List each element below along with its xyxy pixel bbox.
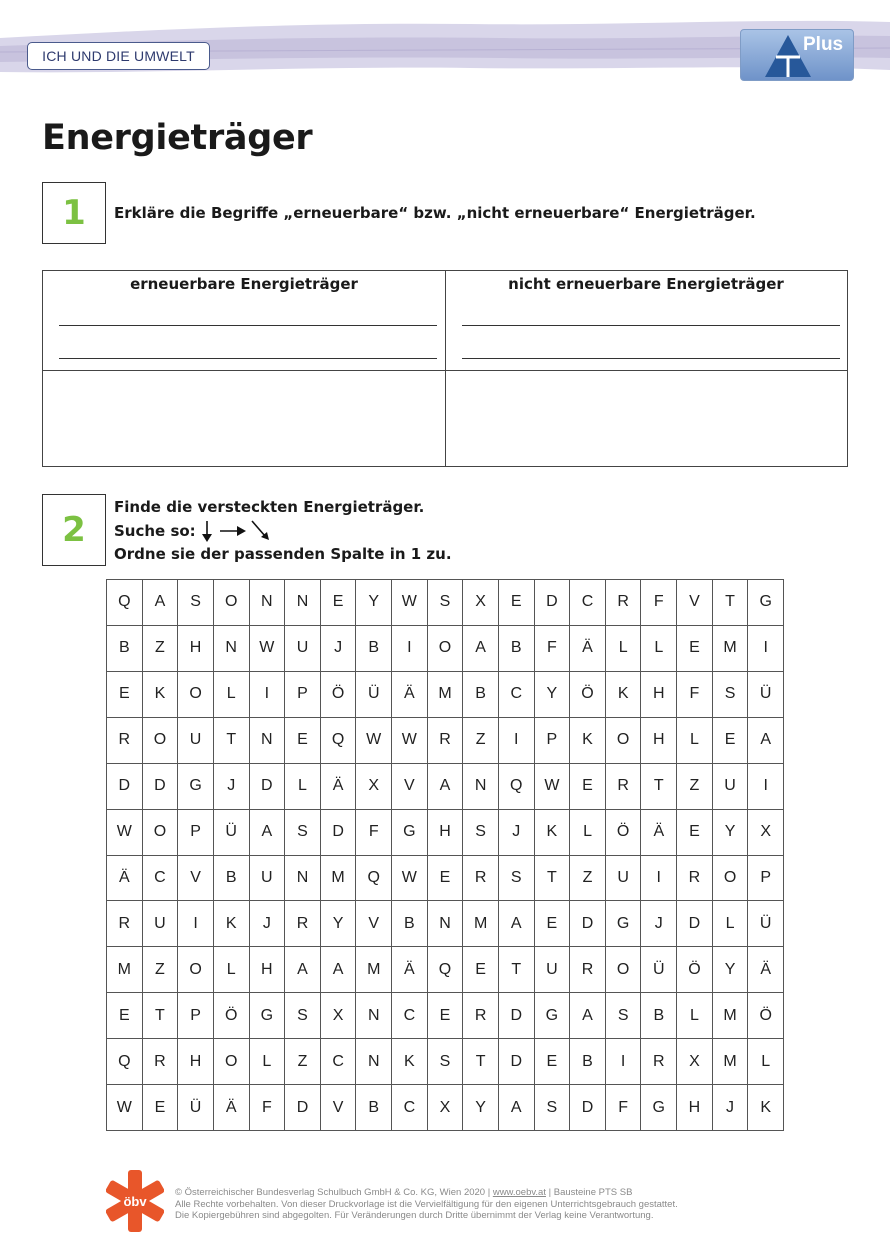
grid-cell[interactable]: K — [214, 901, 250, 947]
grid-cell[interactable]: M — [463, 901, 499, 947]
grid-cell[interactable]: W — [392, 856, 428, 902]
grid-cell[interactable]: Q — [356, 856, 392, 902]
grid-cell[interactable]: M — [356, 947, 392, 993]
grid-cell[interactable]: A — [428, 764, 464, 810]
grid-cell[interactable]: C — [321, 1039, 357, 1085]
grid-cell[interactable]: E — [321, 580, 357, 626]
grid-cell[interactable]: O — [428, 626, 464, 672]
grid-cell[interactable]: O — [143, 718, 179, 764]
publisher-link[interactable]: www.oebv.at — [492, 1187, 546, 1198]
grid-cell[interactable]: Ä — [392, 947, 428, 993]
grid-cell[interactable]: D — [570, 901, 606, 947]
grid-cell[interactable]: L — [214, 947, 250, 993]
grid-cell[interactable]: F — [250, 1085, 286, 1131]
grid-cell[interactable]: E — [713, 718, 749, 764]
task1-instruction: Erkläre die Begriffe „erneuerbare“ bzw. „nicht erneuerbare“ Energieträger. — [114, 204, 756, 222]
task2-line-3: Ordne sie der passenden Spalte in 1 zu. — [114, 545, 452, 563]
grid-cell[interactable]: R — [463, 993, 499, 1039]
grid-cell[interactable]: P — [178, 810, 214, 856]
column-header-non-renewable: nicht erneuerbare Energieträger — [508, 275, 784, 293]
grid-cell[interactable]: S — [285, 993, 321, 1039]
grid-cell[interactable]: P — [285, 672, 321, 718]
grid-cell[interactable]: D — [250, 764, 286, 810]
grid-cell[interactable]: N — [428, 901, 464, 947]
grid-cell[interactable]: S — [428, 580, 464, 626]
grid-cell[interactable]: S — [428, 1039, 464, 1085]
grid-cell[interactable]: L — [250, 1039, 286, 1085]
grid-cell[interactable]: K — [570, 718, 606, 764]
grid-cell[interactable]: S — [499, 856, 535, 902]
grid-cell[interactable]: E — [285, 718, 321, 764]
grid-cell[interactable]: L — [570, 810, 606, 856]
grid-cell[interactable]: H — [677, 1085, 713, 1131]
grid-cell[interactable]: F — [606, 1085, 642, 1131]
grid-cell[interactable]: H — [178, 1039, 214, 1085]
grid-cell[interactable]: N — [250, 580, 286, 626]
grid-cell[interactable]: V — [356, 901, 392, 947]
grid-cell[interactable]: X — [356, 764, 392, 810]
grid-cell[interactable]: E — [535, 1039, 571, 1085]
grid-cell[interactable]: Ö — [677, 947, 713, 993]
grid-cell[interactable]: Ü — [178, 1085, 214, 1131]
grid-cell[interactable]: M — [428, 672, 464, 718]
grid-cell[interactable]: E — [463, 947, 499, 993]
grid-cell[interactable]: W — [535, 764, 571, 810]
grid-cell[interactable]: L — [677, 993, 713, 1039]
grid-cell[interactable]: U — [250, 856, 286, 902]
grid-cell[interactable]: I — [748, 764, 784, 810]
grid-cell[interactable]: V — [178, 856, 214, 902]
grid-cell[interactable]: Q — [107, 1039, 143, 1085]
grid-cell[interactable]: B — [463, 672, 499, 718]
grid-cell[interactable]: N — [250, 718, 286, 764]
grid-cell[interactable]: U — [143, 901, 179, 947]
grid-cell[interactable]: Ü — [748, 672, 784, 718]
grid-cell[interactable]: D — [321, 810, 357, 856]
grid-cell[interactable]: M — [107, 947, 143, 993]
grid-cell[interactable]: B — [392, 901, 428, 947]
grid-cell[interactable]: F — [641, 580, 677, 626]
grid-cell[interactable]: G — [641, 1085, 677, 1131]
grid-cell[interactable]: U — [178, 718, 214, 764]
grid-cell[interactable]: Ö — [214, 993, 250, 1039]
grid-cell[interactable]: I — [250, 672, 286, 718]
plus-badge — [740, 29, 854, 81]
grid-cell[interactable]: G — [178, 764, 214, 810]
grid-cell[interactable]: B — [641, 993, 677, 1039]
grid-cell[interactable]: L — [677, 718, 713, 764]
grid-cell[interactable]: H — [641, 718, 677, 764]
grid-cell[interactable]: R — [107, 718, 143, 764]
copyright-text: © Österreichischer Bundesverlag Schulbuch GmbH & Co. KG, Wien 2020 | — [175, 1187, 493, 1198]
grid-cell[interactable]: W — [107, 810, 143, 856]
grid-cell[interactable]: T — [463, 1039, 499, 1085]
grid-cell[interactable]: L — [285, 764, 321, 810]
grid-cell[interactable]: H — [428, 810, 464, 856]
grid-cell[interactable]: L — [606, 626, 642, 672]
grid-cell[interactable]: Q — [321, 718, 357, 764]
task2-line-1: Finde die versteckten Energieträger. — [114, 498, 425, 516]
grid-cell[interactable]: C — [570, 580, 606, 626]
grid-cell[interactable]: G — [606, 901, 642, 947]
grid-cell[interactable]: R — [107, 901, 143, 947]
grid-cell[interactable]: R — [570, 947, 606, 993]
grid-cell[interactable]: I — [499, 718, 535, 764]
grid-cell[interactable]: B — [356, 1085, 392, 1131]
grid-cell[interactable]: O — [713, 856, 749, 902]
grid-cell[interactable]: E — [677, 626, 713, 672]
word-search-grid — [106, 579, 784, 1131]
grid-cell[interactable]: K — [535, 810, 571, 856]
grid-cell[interactable]: Ä — [214, 1085, 250, 1131]
grid-cell[interactable]: G — [392, 810, 428, 856]
grid-cell[interactable]: V — [321, 1085, 357, 1131]
grid-cell[interactable]: D — [499, 993, 535, 1039]
grid-cell[interactable]: M — [713, 1039, 749, 1085]
column-header-renewable: erneuerbare Energieträger — [130, 275, 358, 293]
grid-cell[interactable]: Ä — [321, 764, 357, 810]
task-number-1: 1 — [42, 182, 106, 244]
grid-cell[interactable]: H — [178, 626, 214, 672]
grid-cell[interactable]: D — [107, 764, 143, 810]
task-number-2: 2 — [42, 494, 106, 566]
grid-cell[interactable]: O — [606, 947, 642, 993]
grid-cell[interactable]: U — [713, 764, 749, 810]
grid-cell[interactable]: E — [428, 856, 464, 902]
grid-cell[interactable]: Y — [356, 580, 392, 626]
copyright-line-2: Alle Rechte vorbehalten. Von dieser Druckvorlage ist die Vervielfältigung für den eigenen Unterrichtsgebrauch gestattet. — [175, 1198, 678, 1210]
grid-cell[interactable]: Z — [285, 1039, 321, 1085]
grid-cell[interactable]: R — [606, 764, 642, 810]
series-text: | Bausteine PTS SB — [545, 1187, 633, 1198]
grid-cell[interactable]: W — [107, 1085, 143, 1131]
grid-cell[interactable]: B — [356, 626, 392, 672]
grid-cell[interactable]: D — [143, 764, 179, 810]
grid-cell[interactable]: Q — [428, 947, 464, 993]
grid-cell[interactable]: L — [713, 901, 749, 947]
grid-cell[interactable]: Ä — [748, 947, 784, 993]
grid-cell[interactable]: N — [356, 1039, 392, 1085]
grid-cell[interactable]: R — [463, 856, 499, 902]
grid-cell[interactable]: D — [677, 901, 713, 947]
grid-cell[interactable]: I — [392, 626, 428, 672]
grid-cell[interactable]: G — [748, 580, 784, 626]
grid-cell[interactable]: Z — [143, 626, 179, 672]
grid-cell[interactable]: L — [748, 1039, 784, 1085]
grid-cell[interactable]: T — [499, 947, 535, 993]
grid-cell[interactable]: L — [214, 672, 250, 718]
task2-instructions — [114, 496, 452, 566]
copyright-notice — [175, 1187, 855, 1222]
grid-cell[interactable]: J — [499, 810, 535, 856]
grid-cell[interactable]: R — [428, 718, 464, 764]
column-non-renewable — [446, 271, 846, 466]
grid-cell[interactable]: V — [677, 580, 713, 626]
page-title: Energieträger — [42, 118, 313, 158]
grid-cell[interactable]: E — [107, 672, 143, 718]
grid-cell[interactable]: E — [677, 810, 713, 856]
grid-cell[interactable]: P — [748, 856, 784, 902]
grid-cell[interactable]: G — [535, 993, 571, 1039]
grid-cell[interactable]: E — [499, 580, 535, 626]
grid-cell[interactable]: K — [606, 672, 642, 718]
grid-cell[interactable]: O — [178, 947, 214, 993]
grid-cell[interactable]: Z — [677, 764, 713, 810]
grid-cell[interactable]: O — [606, 718, 642, 764]
grid-cell[interactable]: O — [214, 1039, 250, 1085]
grid-cell[interactable]: M — [713, 993, 749, 1039]
grid-cell[interactable]: Q — [499, 764, 535, 810]
grid-cell[interactable]: W — [250, 626, 286, 672]
grid-cell[interactable]: N — [285, 580, 321, 626]
grid-cell[interactable]: M — [321, 856, 357, 902]
grid-cell[interactable]: A — [748, 718, 784, 764]
grid-cell[interactable]: U — [285, 626, 321, 672]
grid-cell[interactable]: O — [214, 580, 250, 626]
grid-cell[interactable]: R — [641, 1039, 677, 1085]
grid-cell[interactable]: T — [214, 718, 250, 764]
grid-cell[interactable]: O — [143, 810, 179, 856]
diagonal-down-right-arrow-icon — [250, 519, 272, 543]
grid-cell[interactable]: O — [178, 672, 214, 718]
writing-line[interactable] — [59, 325, 437, 326]
grid-cell[interactable]: S — [178, 580, 214, 626]
grid-cell[interactable]: N — [214, 626, 250, 672]
grid-cell[interactable]: A — [499, 1085, 535, 1131]
grid-cell[interactable]: J — [641, 901, 677, 947]
grid-cell[interactable]: W — [392, 718, 428, 764]
grid-cell[interactable]: T — [713, 580, 749, 626]
grid-cell[interactable]: L — [641, 626, 677, 672]
grid-cell[interactable]: B — [214, 856, 250, 902]
grid-cell[interactable]: G — [250, 993, 286, 1039]
grid-cell[interactable]: X — [748, 810, 784, 856]
grid-cell[interactable]: X — [463, 580, 499, 626]
grid-cell[interactable]: Ä — [107, 856, 143, 902]
grid-cell[interactable]: Y — [321, 901, 357, 947]
grid-cell[interactable]: D — [285, 1085, 321, 1131]
grid-cell[interactable]: J — [713, 1085, 749, 1131]
grid-cell[interactable]: J — [321, 626, 357, 672]
grid-cell[interactable]: J — [250, 901, 286, 947]
grid-cell[interactable]: Y — [713, 947, 749, 993]
grid-cell[interactable]: P — [178, 993, 214, 1039]
grid-cell[interactable]: B — [570, 1039, 606, 1085]
grid-cell[interactable]: R — [143, 1039, 179, 1085]
grid-cell[interactable]: R — [606, 580, 642, 626]
grid-cell[interactable]: R — [677, 856, 713, 902]
grid-cell[interactable]: S — [463, 810, 499, 856]
grid-cell[interactable]: V — [392, 764, 428, 810]
grid-cell[interactable]: I — [178, 901, 214, 947]
grid-cell[interactable]: Z — [143, 947, 179, 993]
grid-cell[interactable]: A — [250, 810, 286, 856]
grid-cell[interactable]: K — [143, 672, 179, 718]
writing-line[interactable] — [462, 325, 840, 326]
grid-cell[interactable]: Q — [107, 580, 143, 626]
grid-cell[interactable]: T — [641, 764, 677, 810]
column-renewable — [43, 271, 446, 466]
grid-cell[interactable]: Ö — [321, 672, 357, 718]
grid-cell[interactable]: X — [677, 1039, 713, 1085]
grid-cell[interactable]: F — [535, 626, 571, 672]
oebv-logo-text: öbv — [123, 1194, 147, 1209]
grid-cell[interactable]: I — [641, 856, 677, 902]
grid-cell[interactable]: E — [107, 993, 143, 1039]
grid-cell[interactable]: T — [143, 993, 179, 1039]
grid-cell[interactable]: Ü — [356, 672, 392, 718]
grid-cell[interactable]: H — [250, 947, 286, 993]
grid-cell[interactable]: C — [392, 993, 428, 1039]
grid-cell[interactable]: I — [748, 626, 784, 672]
unit-tag: ICH UND DIE UMWELT — [27, 42, 210, 70]
grid-cell[interactable]: S — [606, 993, 642, 1039]
grid-cell[interactable]: C — [499, 672, 535, 718]
grid-cell[interactable]: R — [285, 901, 321, 947]
grid-cell[interactable]: N — [463, 764, 499, 810]
grid-cell[interactable]: X — [428, 1085, 464, 1131]
grid-cell[interactable]: W — [392, 580, 428, 626]
grid-cell[interactable]: Ä — [641, 810, 677, 856]
grid-cell[interactable]: I — [606, 1039, 642, 1085]
grid-cell[interactable]: F — [677, 672, 713, 718]
copyright-line-1 — [175, 1187, 855, 1199]
grid-cell[interactable]: P — [535, 718, 571, 764]
grid-cell[interactable]: A — [143, 580, 179, 626]
grid-cell[interactable]: A — [570, 993, 606, 1039]
grid-cell[interactable]: Ä — [392, 672, 428, 718]
grid-cell[interactable]: E — [535, 901, 571, 947]
answer-table — [42, 270, 848, 467]
grid-cell[interactable]: B — [499, 626, 535, 672]
grid-cell[interactable]: D — [535, 580, 571, 626]
grid-cell[interactable]: C — [143, 856, 179, 902]
grid-cell[interactable]: Y — [535, 672, 571, 718]
grid-cell[interactable]: Z — [463, 718, 499, 764]
grid-cell[interactable]: A — [285, 947, 321, 993]
writing-line[interactable] — [462, 358, 840, 359]
grid-cell[interactable]: B — [107, 626, 143, 672]
grid-cell[interactable]: Ä — [570, 626, 606, 672]
oebv-logo — [106, 1170, 164, 1232]
grid-cell[interactable]: S — [713, 672, 749, 718]
grid-cell[interactable]: S — [285, 810, 321, 856]
grid-cell[interactable]: Ü — [214, 810, 250, 856]
grid-cell[interactable]: J — [214, 764, 250, 810]
grid-cell[interactable]: A — [499, 901, 535, 947]
grid-cell[interactable]: H — [641, 672, 677, 718]
table-row-divider — [43, 370, 847, 371]
grid-cell[interactable]: U — [535, 947, 571, 993]
grid-cell[interactable]: E — [570, 764, 606, 810]
grid-cell[interactable]: Ö — [606, 810, 642, 856]
grid-cell[interactable]: A — [321, 947, 357, 993]
grid-cell[interactable]: Y — [713, 810, 749, 856]
grid-cell[interactable]: N — [356, 993, 392, 1039]
grid-cell[interactable]: X — [321, 993, 357, 1039]
grid-cell[interactable]: D — [570, 1085, 606, 1131]
grid-cell[interactable]: Ü — [641, 947, 677, 993]
grid-cell[interactable]: U — [606, 856, 642, 902]
grid-cell[interactable]: E — [428, 993, 464, 1039]
grid-cell[interactable]: W — [356, 718, 392, 764]
grid-cell[interactable]: D — [499, 1039, 535, 1085]
copyright-line-3: Die Kopiergebühren sind abgegolten. Für Veränderungen durch Dritte übernimmt der Verlag keine Verantwortung. — [175, 1210, 654, 1221]
grid-cell[interactable]: A — [463, 626, 499, 672]
grid-cell[interactable]: S — [535, 1085, 571, 1131]
grid-cell[interactable]: C — [392, 1085, 428, 1131]
down-arrow-icon — [200, 519, 214, 543]
grid-cell[interactable]: Z — [570, 856, 606, 902]
grid-cell[interactable]: F — [356, 810, 392, 856]
grid-cell[interactable]: K — [748, 1085, 784, 1131]
grid-cell[interactable]: Ö — [570, 672, 606, 718]
plus-badge-label: Plus — [803, 34, 844, 55]
grid-cell[interactable]: Y — [463, 1085, 499, 1131]
grid-cell[interactable]: E — [143, 1085, 179, 1131]
writing-line[interactable] — [59, 358, 437, 359]
task2-line-2 — [114, 519, 452, 543]
grid-cell[interactable]: K — [392, 1039, 428, 1085]
right-arrow-icon — [219, 523, 247, 539]
grid-cell[interactable]: Ö — [748, 993, 784, 1039]
task2-search-label: Suche so: — [114, 521, 196, 540]
grid-cell[interactable]: Ü — [748, 901, 784, 947]
grid-cell[interactable]: T — [535, 856, 571, 902]
grid-cell[interactable]: M — [713, 626, 749, 672]
grid-cell[interactable]: N — [285, 856, 321, 902]
